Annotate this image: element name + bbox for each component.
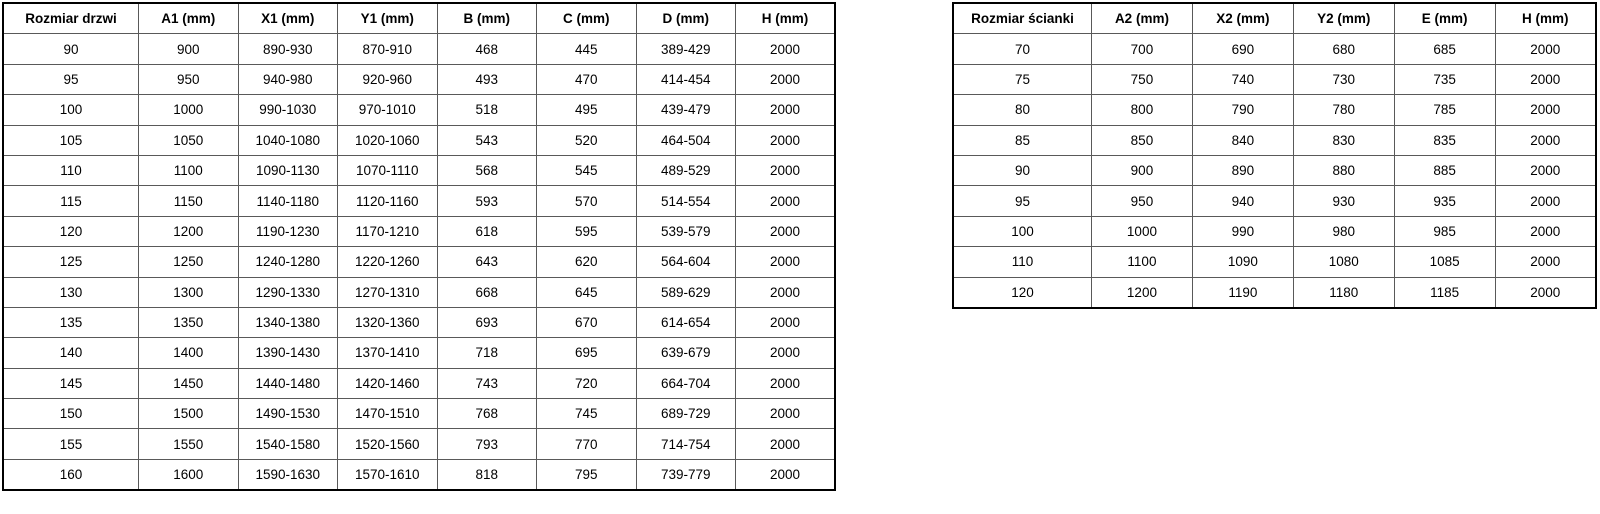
table-cell: 935 (1394, 186, 1495, 216)
table-cell: 664-704 (636, 368, 736, 398)
header-row (3, 3, 835, 34)
table-row (953, 277, 1596, 308)
table-row (3, 216, 835, 246)
table-row (3, 247, 835, 277)
column-header: A2 (mm) (1092, 3, 1193, 34)
table-cell: 795 (537, 459, 637, 490)
table-cell: 1390-1430 (238, 338, 338, 368)
table-cell: 870-910 (338, 34, 438, 64)
wall-size-table (952, 2, 1597, 309)
table-cell: 115 (3, 186, 139, 216)
table-cell: 693 (437, 307, 537, 337)
table-cell: 668 (437, 277, 537, 307)
table-cell: 150 (3, 399, 139, 429)
table-cell: 90 (3, 34, 139, 64)
table-cell: 695 (537, 338, 637, 368)
table-cell: 564-604 (636, 247, 736, 277)
table-cell: 1490-1530 (238, 399, 338, 429)
table-cell: 770 (537, 429, 637, 459)
table-cell: 155 (3, 429, 139, 459)
table-cell: 570 (537, 186, 637, 216)
column-header: D (mm) (636, 3, 736, 34)
table-cell: 75 (953, 64, 1092, 94)
table-cell: 700 (1092, 34, 1193, 64)
table-cell: 120 (3, 216, 139, 246)
table-row (3, 155, 835, 185)
table-cell: 493 (437, 64, 537, 94)
table-cell: 1100 (1092, 247, 1193, 277)
table-row (3, 186, 835, 216)
table-row (3, 277, 835, 307)
table-cell: 985 (1394, 216, 1495, 246)
table-cell: 1500 (139, 399, 239, 429)
table-cell: 2000 (736, 155, 836, 185)
table-cell: 70 (953, 34, 1092, 64)
table-cell: 518 (437, 95, 537, 125)
table-cell: 1090 (1192, 247, 1293, 277)
table-cell: 1090-1130 (238, 155, 338, 185)
table-row (953, 186, 1596, 216)
table-cell: 2000 (736, 307, 836, 337)
table-row (3, 459, 835, 490)
table-row (3, 338, 835, 368)
table-cell: 1100 (139, 155, 239, 185)
table-cell: 780 (1293, 95, 1394, 125)
table-cell: 970-1010 (338, 95, 438, 125)
table-cell: 840 (1192, 125, 1293, 155)
table-cell: 1400 (139, 338, 239, 368)
table-cell: 740 (1192, 64, 1293, 94)
table-cell: 1190-1230 (238, 216, 338, 246)
table-cell: 568 (437, 155, 537, 185)
table-cell: 2000 (736, 247, 836, 277)
table-cell: 589-629 (636, 277, 736, 307)
table-cell: 1170-1210 (338, 216, 438, 246)
table-cell: 1370-1410 (338, 338, 438, 368)
table-cell: 714-754 (636, 429, 736, 459)
column-header: B (mm) (437, 3, 537, 34)
table-cell: 880 (1293, 155, 1394, 185)
table-cell: 100 (953, 216, 1092, 246)
table-row (3, 429, 835, 459)
table-cell: 2000 (736, 186, 836, 216)
table-cell: 110 (3, 155, 139, 185)
table-cell: 489-529 (636, 155, 736, 185)
table-cell: 1200 (139, 216, 239, 246)
table-cell: 950 (1092, 186, 1193, 216)
table-cell: 920-960 (338, 64, 438, 94)
table-row (953, 155, 1596, 185)
table-cell: 618 (437, 216, 537, 246)
table-row (3, 95, 835, 125)
table-cell: 543 (437, 125, 537, 155)
table-cell: 900 (1092, 155, 1193, 185)
table-cell: 830 (1293, 125, 1394, 155)
table-cell: 1150 (139, 186, 239, 216)
table-cell: 1070-1110 (338, 155, 438, 185)
table-cell: 1000 (139, 95, 239, 125)
table-cell: 1590-1630 (238, 459, 338, 490)
table-row (953, 125, 1596, 155)
table-cell: 1180 (1293, 277, 1394, 308)
table-cell: 140 (3, 338, 139, 368)
table-cell: 1350 (139, 307, 239, 337)
table-cell: 850 (1092, 125, 1193, 155)
table-cell: 2000 (736, 399, 836, 429)
table-cell: 2000 (736, 34, 836, 64)
table-cell: 130 (3, 277, 139, 307)
table-row (3, 307, 835, 337)
table-cell: 1185 (1394, 277, 1495, 308)
table-cell: 790 (1192, 95, 1293, 125)
header-row (953, 3, 1596, 34)
table-cell: 160 (3, 459, 139, 490)
table-cell: 670 (537, 307, 637, 337)
table-row (953, 216, 1596, 246)
table-cell: 950 (139, 64, 239, 94)
table-cell: 1240-1280 (238, 247, 338, 277)
table-cell: 940-980 (238, 64, 338, 94)
table-cell: 2000 (736, 368, 836, 398)
table-cell: 743 (437, 368, 537, 398)
table-cell: 2000 (1495, 125, 1596, 155)
table-cell: 940 (1192, 186, 1293, 216)
table-cell: 1520-1560 (338, 429, 438, 459)
table-cell: 145 (3, 368, 139, 398)
table-cell: 1570-1610 (338, 459, 438, 490)
column-header: X2 (mm) (1192, 3, 1293, 34)
table-cell: 1300 (139, 277, 239, 307)
table-cell: 890-930 (238, 34, 338, 64)
table-cell: 2000 (1495, 155, 1596, 185)
table-cell: 595 (537, 216, 637, 246)
table-cell: 645 (537, 277, 637, 307)
table-cell: 1200 (1092, 277, 1193, 308)
table-cell: 1600 (139, 459, 239, 490)
column-header: Rozmiar ścianki (953, 3, 1092, 34)
table-cell: 445 (537, 34, 637, 64)
table-cell: 2000 (736, 216, 836, 246)
table-cell: 689-729 (636, 399, 736, 429)
table-cell: 80 (953, 95, 1092, 125)
table-cell: 785 (1394, 95, 1495, 125)
table-cell: 2000 (1495, 64, 1596, 94)
table-cell: 1020-1060 (338, 125, 438, 155)
table-cell: 468 (437, 34, 537, 64)
table-cell: 95 (953, 186, 1092, 216)
table-cell: 818 (437, 459, 537, 490)
table-cell: 470 (537, 64, 637, 94)
table-cell: 464-504 (636, 125, 736, 155)
table-row (953, 247, 1596, 277)
table-cell: 680 (1293, 34, 1394, 64)
table-row (3, 399, 835, 429)
table-cell: 1140-1180 (238, 186, 338, 216)
table-cell: 389-429 (636, 34, 736, 64)
table-cell: 745 (537, 399, 637, 429)
table-cell: 414-454 (636, 64, 736, 94)
table-cell: 739-779 (636, 459, 736, 490)
table-cell: 614-654 (636, 307, 736, 337)
table-row (3, 125, 835, 155)
table-cell: 2000 (1495, 95, 1596, 125)
table-cell: 1270-1310 (338, 277, 438, 307)
table-cell: 85 (953, 125, 1092, 155)
table-cell: 539-579 (636, 216, 736, 246)
table-cell: 2000 (736, 277, 836, 307)
table-cell: 2000 (736, 125, 836, 155)
table-cell: 135 (3, 307, 139, 337)
table-cell: 125 (3, 247, 139, 277)
table-cell: 768 (437, 399, 537, 429)
table-cell: 1040-1080 (238, 125, 338, 155)
table-cell: 1220-1260 (338, 247, 438, 277)
table-cell: 2000 (736, 95, 836, 125)
table-cell: 495 (537, 95, 637, 125)
table-cell: 2000 (1495, 186, 1596, 216)
table-cell: 120 (953, 277, 1092, 308)
table-cell: 885 (1394, 155, 1495, 185)
table-cell: 2000 (1495, 34, 1596, 64)
column-header: A1 (mm) (139, 3, 239, 34)
table-cell: 718 (437, 338, 537, 368)
table-cell: 1550 (139, 429, 239, 459)
table-cell: 2000 (1495, 277, 1596, 308)
table-cell: 2000 (736, 338, 836, 368)
table-cell: 520 (537, 125, 637, 155)
table-row (3, 34, 835, 64)
table-cell: 990 (1192, 216, 1293, 246)
table-cell: 930 (1293, 186, 1394, 216)
table-cell: 1470-1510 (338, 399, 438, 429)
table-cell: 2000 (1495, 216, 1596, 246)
table-cell: 2000 (736, 459, 836, 490)
table-cell: 1250 (139, 247, 239, 277)
column-header: H (mm) (736, 3, 836, 34)
table-cell: 439-479 (636, 95, 736, 125)
column-header: H (mm) (1495, 3, 1596, 34)
table-cell: 105 (3, 125, 139, 155)
table-cell: 750 (1092, 64, 1193, 94)
column-header: X1 (mm) (238, 3, 338, 34)
table-cell: 1320-1360 (338, 307, 438, 337)
table-cell: 835 (1394, 125, 1495, 155)
column-header: E (mm) (1394, 3, 1495, 34)
table-row (953, 64, 1596, 94)
table-cell: 900 (139, 34, 239, 64)
table-cell: 685 (1394, 34, 1495, 64)
table-cell: 1450 (139, 368, 239, 398)
table-cell: 990-1030 (238, 95, 338, 125)
table-cell: 1340-1380 (238, 307, 338, 337)
table-cell: 1420-1460 (338, 368, 438, 398)
table-cell: 800 (1092, 95, 1193, 125)
column-header: Y1 (mm) (338, 3, 438, 34)
table-cell: 720 (537, 368, 637, 398)
table-cell: 2000 (1495, 247, 1596, 277)
table-cell: 1120-1160 (338, 186, 438, 216)
table-cell: 1190 (1192, 277, 1293, 308)
table-cell: 1290-1330 (238, 277, 338, 307)
table-row (953, 95, 1596, 125)
table-cell: 690 (1192, 34, 1293, 64)
table-cell: 95 (3, 64, 139, 94)
table-cell: 593 (437, 186, 537, 216)
table-cell: 980 (1293, 216, 1394, 246)
table-cell: 639-679 (636, 338, 736, 368)
table-cell: 890 (1192, 155, 1293, 185)
table-cell: 514-554 (636, 186, 736, 216)
table-row (3, 64, 835, 94)
table-cell: 110 (953, 247, 1092, 277)
table-cell: 1080 (1293, 247, 1394, 277)
table-cell: 735 (1394, 64, 1495, 94)
table-cell: 2000 (736, 429, 836, 459)
table-cell: 620 (537, 247, 637, 277)
column-header: Rozmiar drzwi (3, 3, 139, 34)
table-row (953, 34, 1596, 64)
column-header: Y2 (mm) (1293, 3, 1394, 34)
table-cell: 793 (437, 429, 537, 459)
table-cell: 1050 (139, 125, 239, 155)
table-cell: 90 (953, 155, 1092, 185)
door-size-table (2, 2, 836, 491)
table-cell: 1000 (1092, 216, 1193, 246)
table-cell: 1085 (1394, 247, 1495, 277)
table-cell: 730 (1293, 64, 1394, 94)
table-cell: 2000 (736, 64, 836, 94)
table-cell: 100 (3, 95, 139, 125)
table-cell: 1440-1480 (238, 368, 338, 398)
table-cell: 545 (537, 155, 637, 185)
table-cell: 643 (437, 247, 537, 277)
column-header: C (mm) (537, 3, 637, 34)
table-cell: 1540-1580 (238, 429, 338, 459)
table-row (3, 368, 835, 398)
